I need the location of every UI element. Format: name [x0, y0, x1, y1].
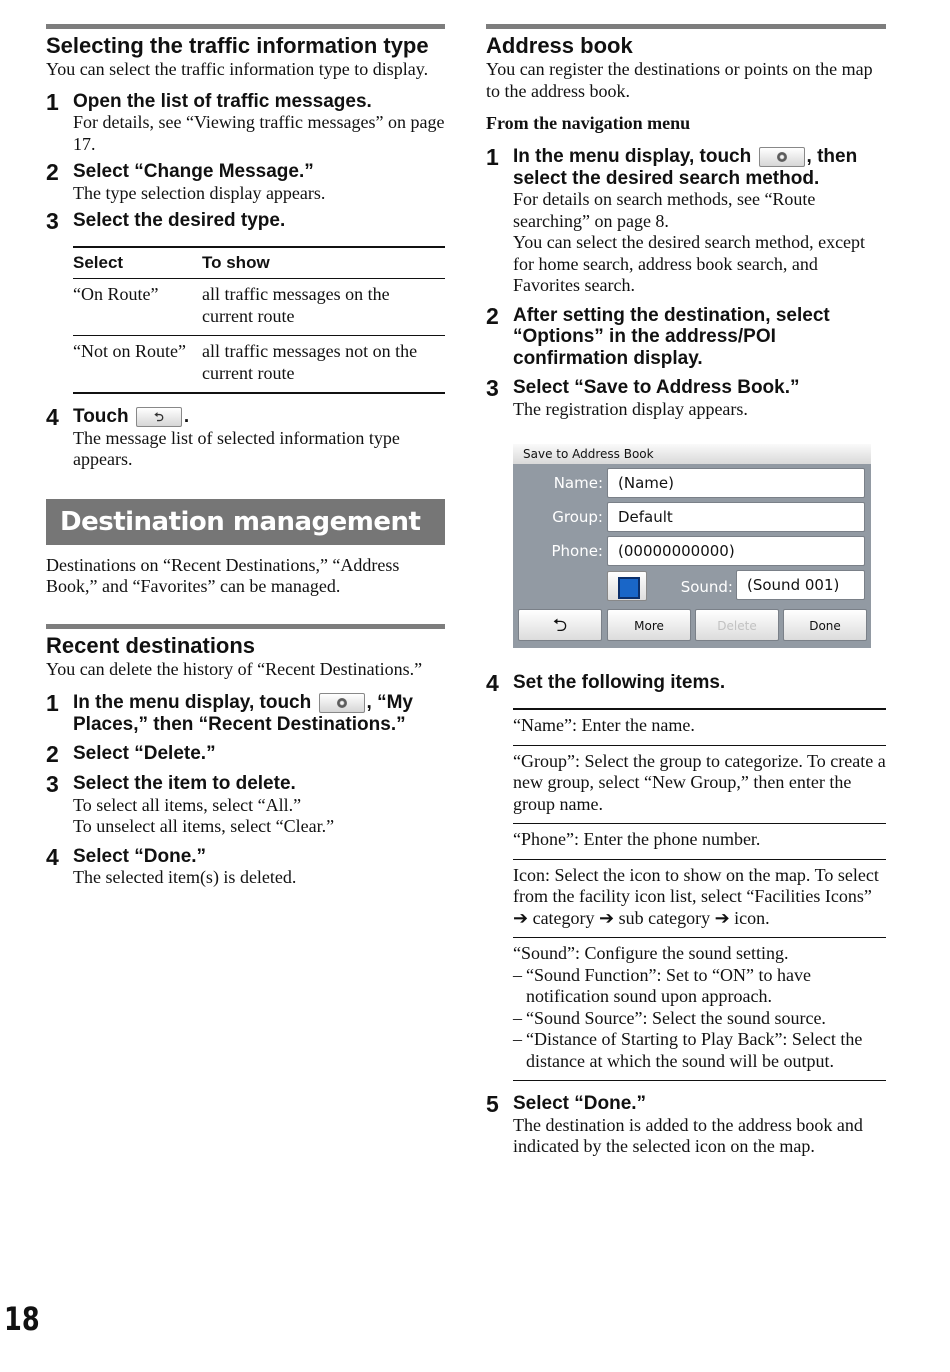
step-title-suffix: .: [183, 406, 190, 427]
flag-icon: [618, 577, 640, 599]
save-to-address-book-screen: [513, 444, 871, 648]
step-title: Select the item to delete.: [73, 773, 296, 794]
step-title: Set the following items.: [513, 672, 726, 693]
screen-title: Save to Address Book: [513, 444, 871, 464]
group-label: Group:: [552, 508, 603, 526]
step-title-prefix: In the menu display, touch: [73, 692, 312, 713]
items-table: [513, 708, 886, 1081]
done-button[interactable]: Done: [783, 609, 867, 641]
section-divider: [46, 624, 445, 629]
navigation-icon: [759, 147, 805, 167]
section-title-traffic: Selecting the traffic information type: [46, 33, 429, 58]
table-cell: “On Route”: [73, 279, 202, 336]
step-title: [513, 146, 886, 189]
step-4: [46, 406, 445, 471]
item-phone: “Phone”: Enter the phone number.: [513, 824, 886, 860]
list-item: [513, 1029, 886, 1072]
list-item-text: “Sound Function”: Set to “ON” to have notification sound upon approach.: [526, 964, 811, 1006]
list-item: [513, 1008, 886, 1030]
step-3: [46, 210, 445, 232]
step-text: The message list of selected information type appears.: [73, 427, 400, 469]
step-text: The registration display appears.: [513, 398, 748, 419]
phone-label: Phone:: [551, 542, 603, 560]
dash-bullet: –: [513, 1029, 522, 1049]
step-5: [486, 1093, 886, 1158]
step-text: For details on search methods, see “Route searching” on page 8.: [513, 189, 816, 231]
step-1: [46, 692, 445, 735]
step-number: 4: [486, 670, 499, 696]
traffic-type-table: [73, 246, 445, 394]
section-intro: You can select the traffic information type to display.: [46, 59, 429, 79]
step-text: You can select the desired search method, except for home search, address book search, and Favorites search.: [513, 232, 866, 295]
step-text: The selected item(s) is deleted.: [73, 867, 297, 887]
step-3: [46, 773, 445, 838]
table-cell: “Not on Route”: [73, 336, 202, 394]
step-2: [486, 302, 886, 370]
step-4: [486, 672, 886, 694]
table-row: [513, 859, 886, 938]
sound-field[interactable]: (Sound 001): [736, 570, 865, 600]
column-header: Select: [73, 247, 202, 279]
step-title: Select “Done.”: [513, 1093, 647, 1114]
table-header-row: [73, 247, 445, 279]
table-row: [513, 709, 886, 745]
step-number: 2: [486, 302, 499, 329]
column-header: To show: [202, 247, 445, 279]
step-title-suffix: , then select the desired search method.: [513, 146, 858, 189]
step-2: [46, 743, 445, 765]
navigation-icon: [319, 693, 365, 713]
list-item: [513, 965, 886, 1008]
page-number: 18: [4, 1300, 40, 1338]
step-number: 2: [46, 741, 59, 767]
step-number: 5: [486, 1091, 499, 1117]
step-number: 3: [46, 208, 59, 234]
item-icon: Icon: Select the icon to show on the map. To select from the facility icon list, select “Facilities Icons” ➔ category ➔ sub category ➔ icon.: [513, 859, 886, 938]
step-4: [46, 843, 445, 889]
section-divider: [46, 24, 445, 29]
step-title: Select the desired type.: [73, 210, 286, 231]
step-1: [486, 146, 886, 297]
step-number: 4: [46, 843, 59, 870]
back-button[interactable]: ⮌: [518, 609, 602, 641]
sound-label: Sound:: [680, 578, 733, 596]
step-title: Select “Done.”: [73, 845, 207, 867]
section-title-address-book: Address book: [486, 33, 633, 58]
step-number: 3: [46, 771, 59, 797]
left-column: [46, 24, 445, 889]
item-sound: [513, 938, 886, 1081]
subhead-navigation-menu: From the navigation menu: [486, 113, 691, 133]
dash-bullet: –: [513, 964, 522, 985]
group-field[interactable]: Default: [607, 502, 865, 532]
step-3: [486, 377, 886, 420]
step-title: After setting the destination, select “Options” in the address/POI confirmation display.: [513, 304, 830, 369]
step-title: Select “Save to Address Book.”: [513, 377, 800, 398]
section-intro: You can delete the history of “Recent Destinations.”: [46, 658, 423, 679]
step-number: 1: [486, 144, 499, 170]
banner-intro: Destinations on “Recent Destinations,” “Address Book,” and “Favorites” can be managed.: [46, 554, 400, 596]
step-1: [46, 88, 445, 156]
list-item-text: “Distance of Starting to Play Back”: Select the distance at which the sound will be output.: [526, 1029, 863, 1071]
destination-management-banner: Destination management: [46, 499, 445, 545]
step-title-prefix: Touch: [73, 406, 129, 427]
more-button[interactable]: More: [607, 609, 691, 641]
step-number: 4: [46, 404, 59, 430]
step-text: To unselect all items, select “Clear.”: [73, 816, 335, 836]
table-cell: all traffic messages on the current route: [202, 279, 445, 336]
phone-field[interactable]: (00000000000): [607, 536, 865, 566]
section-title-recent: Recent destinations: [46, 632, 256, 658]
step-title: [73, 406, 445, 428]
table-row: [513, 824, 886, 860]
name-field[interactable]: (Name): [607, 468, 865, 498]
step-text: To select all items, select “All.”: [73, 794, 302, 815]
table-cell: all traffic messages not on the current route: [202, 336, 445, 394]
back-arrow-icon: ⮌: [136, 407, 182, 427]
step-number: 1: [46, 88, 59, 115]
step-number: 2: [46, 159, 59, 185]
table-row: [73, 279, 445, 336]
step-title: Select “Change Message.”: [73, 161, 314, 182]
right-column: [486, 24, 886, 1158]
step-title-prefix: In the menu display, touch: [513, 146, 752, 167]
table-row: [513, 938, 886, 1081]
step-title-suffix: , “My Places,” then “Recent Destinations.”: [73, 692, 413, 735]
dash-bullet: –: [513, 1007, 522, 1028]
item-group: “Group”: Select the group to categorize. To create a new group, select “New Group,” then enter the group name.: [513, 745, 886, 824]
step-text: The destination is added to the address book and indicated by the selected icon on the map.: [513, 1114, 863, 1156]
step-number: 3: [486, 375, 499, 401]
step-title: Open the list of traffic messages.: [73, 90, 372, 112]
table-row: [513, 745, 886, 824]
list-item-text: “Sound Source”: Select the sound source.: [526, 1007, 826, 1028]
icon-select-button[interactable]: [607, 571, 647, 601]
step-text: The type selection display appears.: [73, 182, 326, 203]
name-label: Name:: [553, 474, 603, 492]
step-text: For details, see “Viewing traffic messages” on page 17.: [73, 112, 445, 154]
step-title: Select “Delete.”: [73, 743, 216, 764]
item-sound-title: “Sound”: Configure the sound setting.: [513, 943, 789, 963]
delete-button[interactable]: Delete: [695, 609, 779, 641]
section-intro: You can register the destinations or points on the map to the address book.: [486, 59, 873, 101]
step-2: [46, 161, 445, 204]
item-name: “Name”: Enter the name.: [513, 709, 886, 745]
section-divider: [486, 24, 886, 29]
step-title: [73, 692, 445, 735]
table-row: [73, 336, 445, 394]
step-number: 1: [46, 690, 59, 716]
